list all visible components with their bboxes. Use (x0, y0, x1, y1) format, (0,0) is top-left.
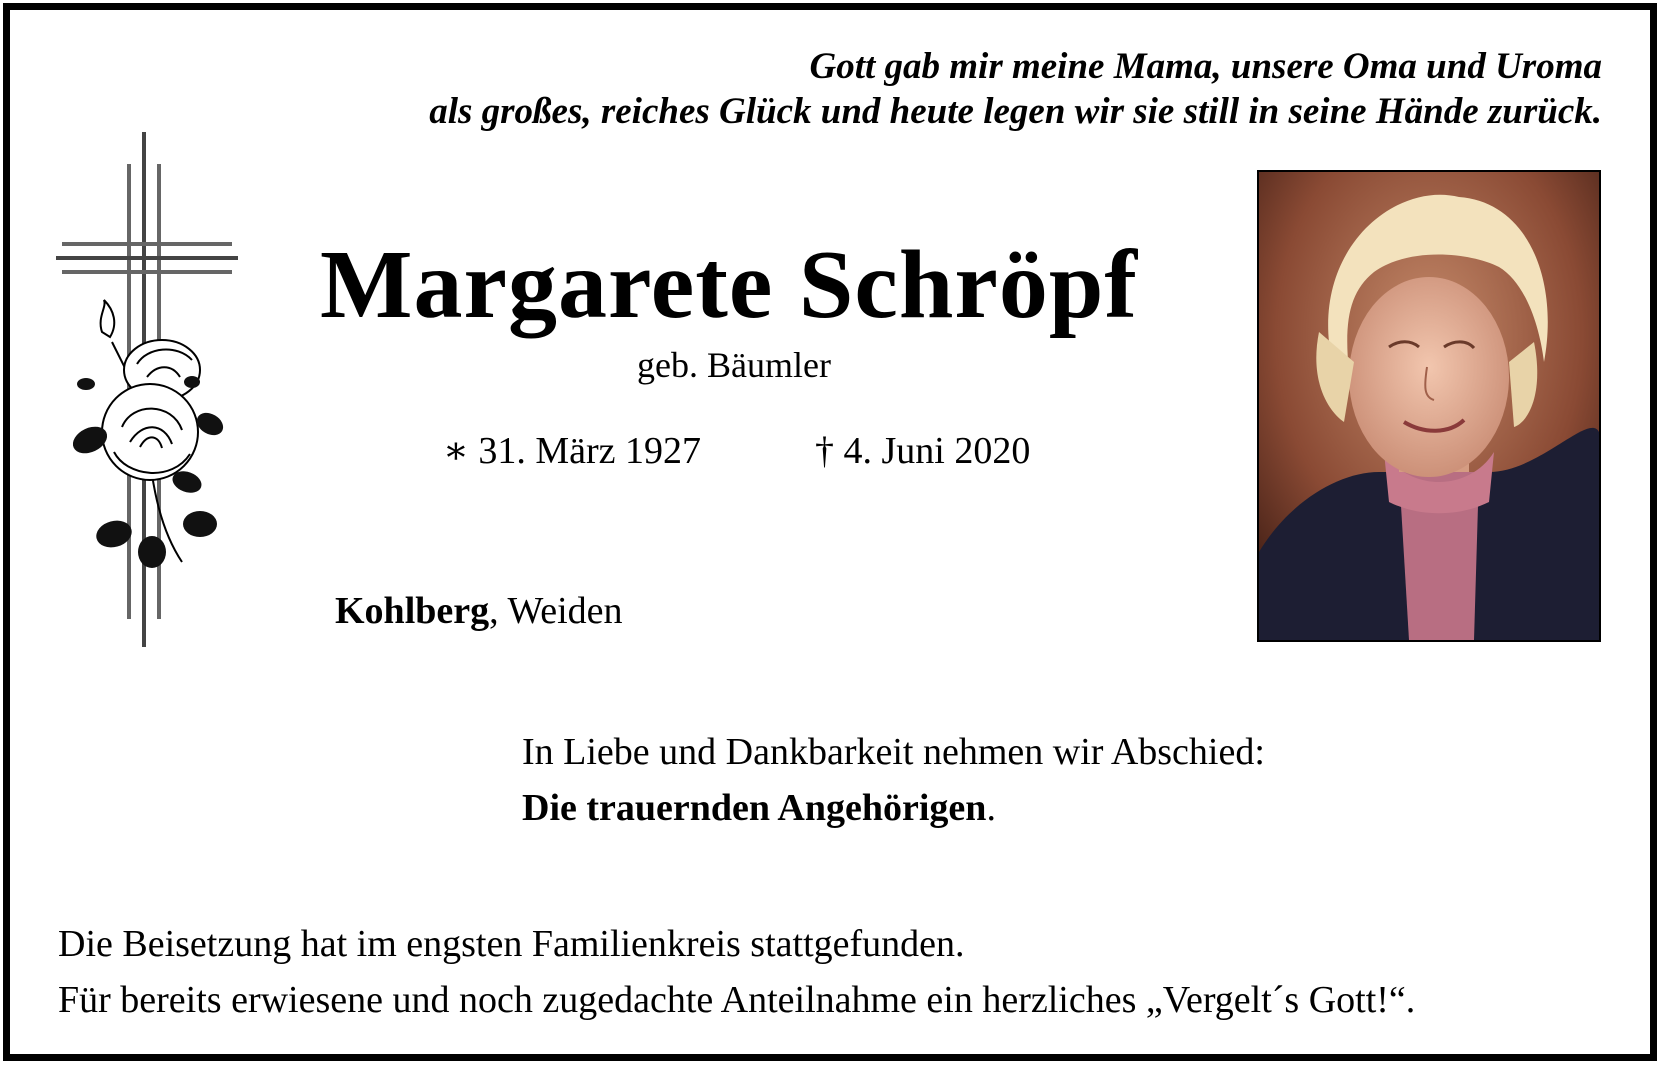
closing-line-2: Für bereits erwiesene und noch zugedachte Anteilnahme ein herzliches „Vergelt´s Gott!“. (58, 979, 1416, 1021)
residence-town: Kohlberg (335, 590, 490, 632)
residence-rest: , Weiden (489, 590, 623, 632)
cross-with-rose-icon (52, 132, 242, 647)
farewell-punct: . (986, 787, 996, 829)
closing-block (58, 916, 1415, 1028)
death-date-line (815, 428, 1030, 474)
residence (335, 588, 623, 634)
portrait-photo (1257, 170, 1601, 642)
motto-line-1: Gott gab mir meine Mama, unsere Oma und Uroma (809, 46, 1602, 87)
birth-star-icon: ∗ (443, 430, 469, 472)
motto-quote (429, 44, 1602, 134)
death-date: 4. Juni 2020 (843, 430, 1031, 472)
birth-date-line (443, 428, 701, 474)
motto-line-2: als großes, reiches Glück und heute legen wir sie still in seine Hände zurück. (429, 91, 1602, 132)
farewell-signers: Die trauernden Angehörigen (522, 787, 987, 829)
farewell-signers-line (522, 780, 1265, 836)
birth-date: 31. März 1927 (478, 430, 702, 472)
farewell-text: In Liebe und Dankbarkeit nehmen wir Abschied: (522, 731, 1265, 773)
deceased-name: Margarete Schröpf (320, 231, 1138, 339)
farewell-block (522, 724, 1265, 836)
death-cross-icon: † (815, 430, 834, 472)
maiden-name: geb. Bäumler (637, 345, 831, 385)
closing-line-1: Die Beisetzung hat im engsten Familienkreis stattgefunden. (58, 923, 965, 965)
portrait-image (1259, 172, 1599, 640)
